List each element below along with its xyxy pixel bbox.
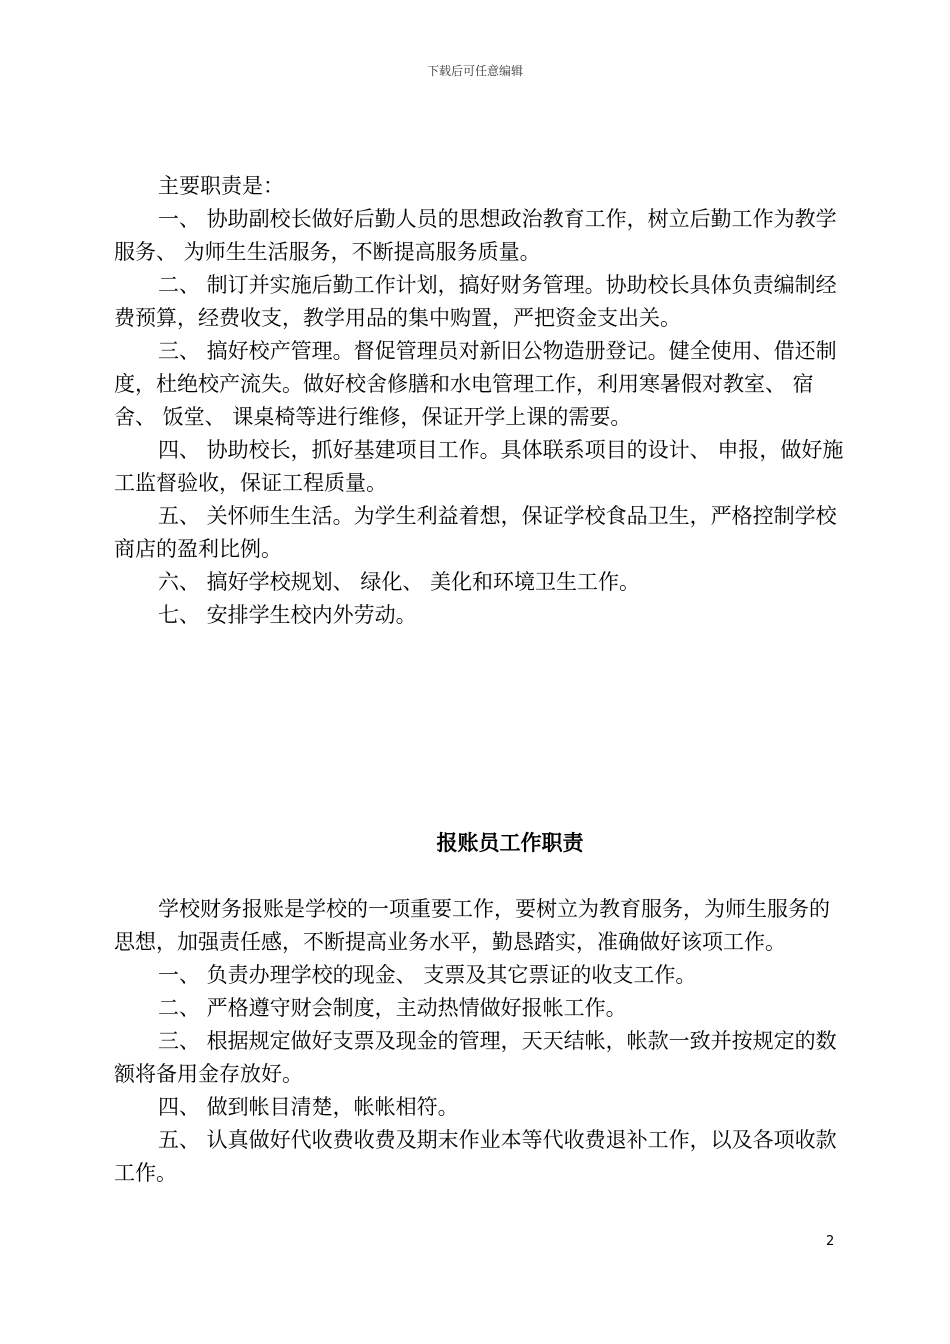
page-number: 2: [826, 1234, 835, 1249]
section-intro: 主要职责是：: [158, 174, 284, 198]
list-item: 四、 做到帐目清楚，帐帐相符。: [158, 1095, 459, 1119]
section-title: 报账员工作职责: [436, 831, 584, 855]
section-intro: 学校财务报账是学校的一项重要工作，要树立为教育服务，为师生服务的思想，加强责任感，不断提高业务水平，勤恳踏实，准确做好该项工作。: [114, 897, 830, 954]
accountant-duties-section: [114, 893, 844, 1190]
list-item: 二、 严格遵守财会制度，主动热情做好报帐工作。: [158, 996, 627, 1020]
list-item: 二、 制订并实施后勤工作计划，搞好财务管理。协助校长具体负责编制经费预算，经费收支，教学用品的集中购置，严把资金支出关。: [114, 273, 837, 330]
page-header: 下载后可任意编辑: [426, 64, 523, 78]
list-item: 四、 协助校长，抓好基建项目工作。具体联系项目的设计、 申报，做好施工监督验收，保证工程质量。: [114, 438, 844, 495]
list-item: 三、 根据规定做好支票及现金的管理，天天结帐，帐款一致并按规定的数额将备用金存放好。: [114, 1029, 837, 1086]
list-item: 五、 认真做好代收费收费及期末作业本等代收费退补工作，以及各项收款工作。: [114, 1128, 837, 1185]
list-item: 五、 关怀师生生活。为学生利益着想，保证学校食品卫生，严格控制学校商店的盈利比例。: [114, 504, 837, 561]
responsibilities-section: [114, 170, 844, 632]
list-item: 一、 负责办理学校的现金、 支票及其它票证的收支工作。: [158, 963, 697, 987]
list-item: 三、 搞好校产管理。督促管理员对新旧公物造册登记。健全使用、借还制度，杜绝校产流失。做好校舍修膳和水电管理工作，利用寒暑假对教室、 宿舍、 饭堂、 课桌椅等进行维修，保证开学上课的需要。: [114, 339, 837, 429]
list-item: 七、 安排学生校内外劳动。: [158, 603, 417, 627]
list-item: 六、 搞好学校规划、 绿化、 美化和环境卫生工作。: [158, 570, 641, 594]
list-item: 一、 协助副校长做好后勤人员的思想政治教育工作，树立后勤工作为教学服务、 为师生生活服务，不断提高服务质量。: [114, 207, 837, 264]
